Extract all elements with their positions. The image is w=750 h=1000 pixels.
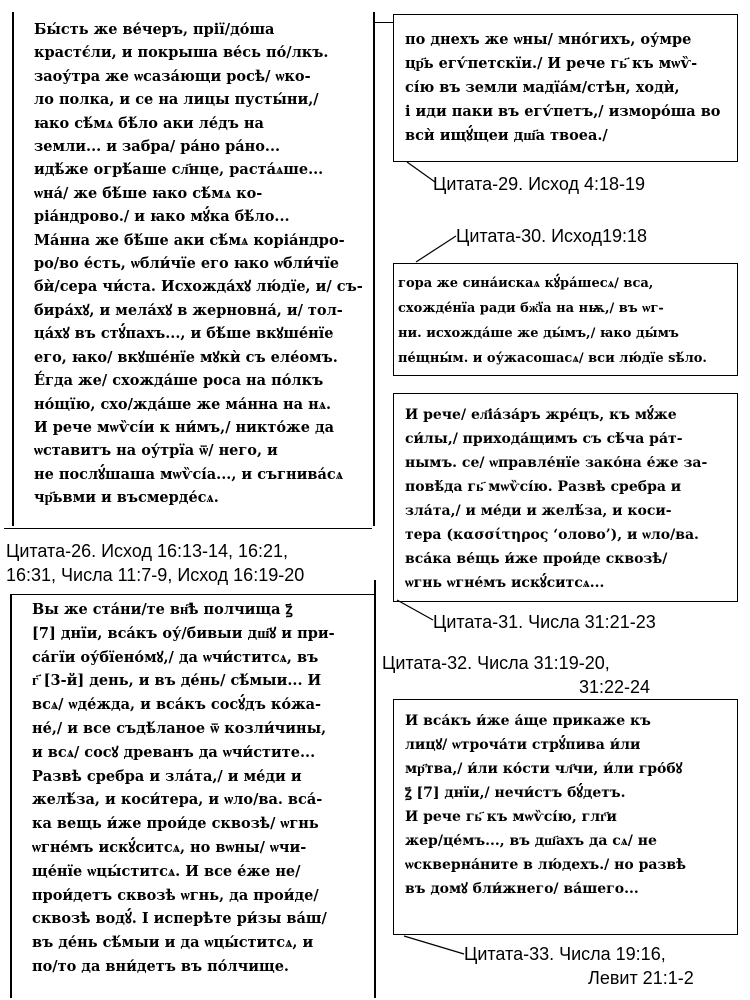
b5-line: [7] днїи, вса́къ оу́/бивыи дш҃ꙋ и при-	[32, 624, 335, 642]
citation-26-lines	[34, 18, 363, 510]
citation-30-lines	[398, 271, 707, 371]
b1-line: ѡна́/ же бѣ́ше ꙗко сѣ́мѧ ко-	[34, 184, 263, 202]
b1-line: но́щїю, схо/жда́ше же ма́нна на нѧ.	[34, 395, 331, 413]
block5-top-border	[10, 594, 374, 595]
b2-line: сі́ю въ земли мадїа́м/стѣн, ходѝ,	[405, 79, 680, 96]
b4-line: И рече/ ел҃іа́за́ръ жре́цъ, къ мꙋ́же	[405, 407, 677, 423]
citation-33-caption-line-2: Левит 21:1-2	[588, 968, 694, 988]
citation-26-caption	[6, 539, 304, 587]
b1-line: ріа́ндрово./ и ꙗко мꙋ́ка бѣ́ло...	[34, 208, 290, 226]
b5-line: прои́детъ сквозѣ ѡгнь, да прои́де/	[32, 886, 319, 904]
b5-line: и всѧ/ сосꙋ древанъ да ѡчи́стите...	[32, 743, 316, 761]
caption-29-pointer	[405, 160, 445, 190]
b1-line: И рече мѡѷсі́и к ни́мъ,/ никто́же да	[34, 418, 335, 436]
b1-line: бира́хꙋ, и мела́хꙋ в жерновна́, и/ тол-	[34, 301, 343, 319]
b1-line: Ма́нна же бѣ́ше аки сѣ́мѧ коріа́ндро-	[34, 231, 345, 249]
b4-line: вса́ка ве́щь и́же прои́де сквозѣ/	[405, 551, 668, 567]
b1-line: его, ꙗко/ вкꙋше́нїе мꙋкѝ съ еле́омъ.	[34, 348, 338, 366]
b5-line: по/то да вни́детъ въ по́лчище.	[32, 957, 289, 975]
b1-line: не послꙋ́шаша мѡѷсі́а..., и съгнива́сѧ	[34, 465, 343, 483]
caption-33-pointer	[400, 932, 470, 962]
b3-line: пе́щны́м. и оу́жасошасѧ/ вси лю́дїе ѕѣ́ло.	[398, 351, 707, 366]
b5-line: ка вещь и́же прои́де сквозѣ/ ѡгнь	[32, 815, 319, 833]
citation-31-lines	[405, 403, 707, 595]
b1-line: земли... и забра/ ра́но ра́но...	[34, 138, 281, 156]
b5-line: въ де́нь сѣ́мыи и да ѡцы́ститсѧ, и	[32, 934, 314, 952]
b4-line: ѡгнь ѡгне́мъ искꙋ́ситсѧ...	[405, 575, 605, 591]
b4-line: повѣ́да гь҃ мѡѷсі́ю. Развѣ сребра и	[405, 479, 682, 495]
b4-line: зла́та,/ и ме́ди и желѣ́за, и коси-	[405, 503, 672, 519]
citation-33-caption-line-1: Цитата-33. Числа 19:16,	[464, 944, 666, 964]
block5-right-border	[374, 580, 376, 998]
b2-line: всѝ ищꙋ́щеи дш҃а твоеа./	[405, 127, 608, 144]
caption-31-pointer	[393, 596, 437, 626]
block1-right-border	[373, 12, 375, 526]
b6-line: лицꙋ/ ѡтроча́ти стрꙋ́пива и́ли	[405, 737, 641, 753]
b1-line: крастє́ли, и покрыша ве́сь по́/лкъ.	[34, 44, 329, 62]
b5-line: не́,/ и все съдѣ́ланое ѿ козли́чины,	[32, 719, 327, 737]
citation-31-caption: Цитата-31. Числа 31:21-23	[433, 612, 656, 632]
b6-line: ѡскверна́ните в лю́дехъ./ но развѣ	[405, 857, 686, 873]
citation-32-caption	[382, 651, 650, 699]
top-connector-line	[375, 22, 393, 23]
citation-32-caption-line-1: Цитата-32. Числа 31:19-20,	[382, 653, 610, 673]
b1-line: бѝ/сера чи́ста. Исхожда́хꙋ лю́дїе, и/ съ-	[34, 278, 363, 296]
block1-left-border	[12, 12, 14, 526]
citation-29-lines	[405, 28, 720, 148]
b6-line: И рече гь҃ къ мѡѷсі́ю, глг҃и	[405, 809, 617, 825]
b4-line: нымъ. се/ ѡправле́нїе зако́на е́же за-	[405, 455, 708, 471]
b5-line: г҃ [3-й] день, и въ де́нь/ сѣ́мыи... И	[32, 672, 322, 690]
block5-left-border	[10, 594, 12, 998]
b3-line: схожде́нїа ради бж҃їа на нѭ,/ въ ѡг-	[398, 301, 664, 316]
b3-line: ни. исхожда́ше же ды́мъ,/ ꙗко ды́мъ	[398, 326, 679, 341]
b1-line: ѡставитъ на оу́трїа ѿ/ него, и	[34, 442, 278, 460]
b1-line: ца́хꙋ въ стꙋ́пахъ..., и бѣ́ше вкꙋше́нїе	[34, 325, 334, 343]
b6-line: жер/це́мъ..., въ дш҃ахъ да сѧ/ не	[405, 833, 657, 849]
b5-line: желѣ́за, и коси́тера, и ѡло/ва. вса́-	[32, 791, 323, 809]
b1-line: заоу́тра же ѡсаза́ющи росѣ/ ѡко-	[34, 67, 311, 85]
b5-line: са́гїи оу́бїено́мꙋ,/ да ѡчи́ститсѧ, въ	[32, 648, 319, 666]
b5-line: ще́нїе ѡцы́ститсѧ. И все е́же не/	[32, 862, 301, 880]
b5-line: Развѣ сребра и зла́та,/ и ме́ди и	[32, 767, 302, 785]
b1-line: ро/во е́сть, ѡбли́чїе его ꙗко ѡбли́чїе	[34, 255, 339, 273]
b2-line: цр҃ь егѵ́петскїи./ И рече гь҃ къ мѡѷ-	[405, 55, 698, 72]
b2-line: по днехъ же ѡны/ мно́гихъ, оу́мре	[405, 31, 692, 48]
b1-line: чр҃ьвми и въсмерде́сѧ.	[34, 489, 219, 507]
b5-line: ѡгне́мъ искꙋ́ситсѧ, но вѡны/ ѡчи-	[32, 838, 307, 856]
b1-line: ꙗко сѣ́мѧ бѣ́ло аки ле́дъ на	[34, 114, 264, 132]
citation-32-lines	[32, 598, 335, 979]
b4-line: тера (κασσίτηρος ‘олово’), и ѡло/ва.	[405, 527, 699, 543]
b6-line: ꙁ҃ [7] днїи,/ нечи́стъ бꙋ́детъ.	[405, 785, 626, 801]
citation-33-caption	[464, 942, 694, 990]
citation-26-caption-line-2: 16:31, Числа 11:7-9, Исход 16:19-20	[6, 565, 305, 585]
b5-line: сквозѣ водꙋ́. І исперѣте ри́зы ва́ш/	[32, 910, 327, 928]
citation-32-caption-line-2: 31:22-24	[579, 677, 651, 697]
b5-line: Вы же ста́ни/те вн҃ѣ полчища ꙁ҃	[32, 601, 293, 618]
citation-33-lines	[405, 709, 686, 901]
b4-line: си́лы,/ прихода́щимъ съ сѣ́ча ра́т-	[405, 431, 683, 447]
b1-line: идѣ́же огрѣ́аше сл҃нце, раста́ѧше...	[34, 161, 324, 179]
citation-26-caption-line-1: Цитата-26. Исход 16:13-14, 16:21,	[6, 541, 289, 561]
b1-line: ло полка, и се на лицы пусты́ни,/	[34, 91, 319, 109]
citation-30-caption: Цитата-30. Исход19:18	[456, 226, 647, 246]
b5-line: всѧ/ ѡде́жда, и вса́къ сосꙋ́дъ ко́жа-	[32, 696, 322, 714]
b1-line: Бы́сть же ве́черъ, прії/до́ша	[34, 21, 275, 38]
citation-29-caption: Цитата-29. Исход 4:18-19	[433, 174, 646, 194]
b3-line: гора же сина́искаѧ кꙋ́ра́шесѧ/ вса,	[398, 276, 654, 291]
b6-line: мр҃тва,/ и́ли ко́сти чл҃чи, и́ли гро́бꙋ	[405, 761, 683, 777]
b6-line: И вса́къ и́же а́ще прикаже къ	[405, 713, 651, 729]
b2-line: і иди паки въ егѵ́петъ,/ изморо́ша во	[405, 103, 721, 120]
b6-line: въ домꙋ бли́жнего/ ва́шего...	[405, 881, 639, 897]
caption-26-divider	[4, 528, 372, 529]
b1-line: Е́гда же/ схожда́ше роса на по́лкъ	[34, 372, 324, 390]
caption-30-pointer	[410, 232, 460, 266]
